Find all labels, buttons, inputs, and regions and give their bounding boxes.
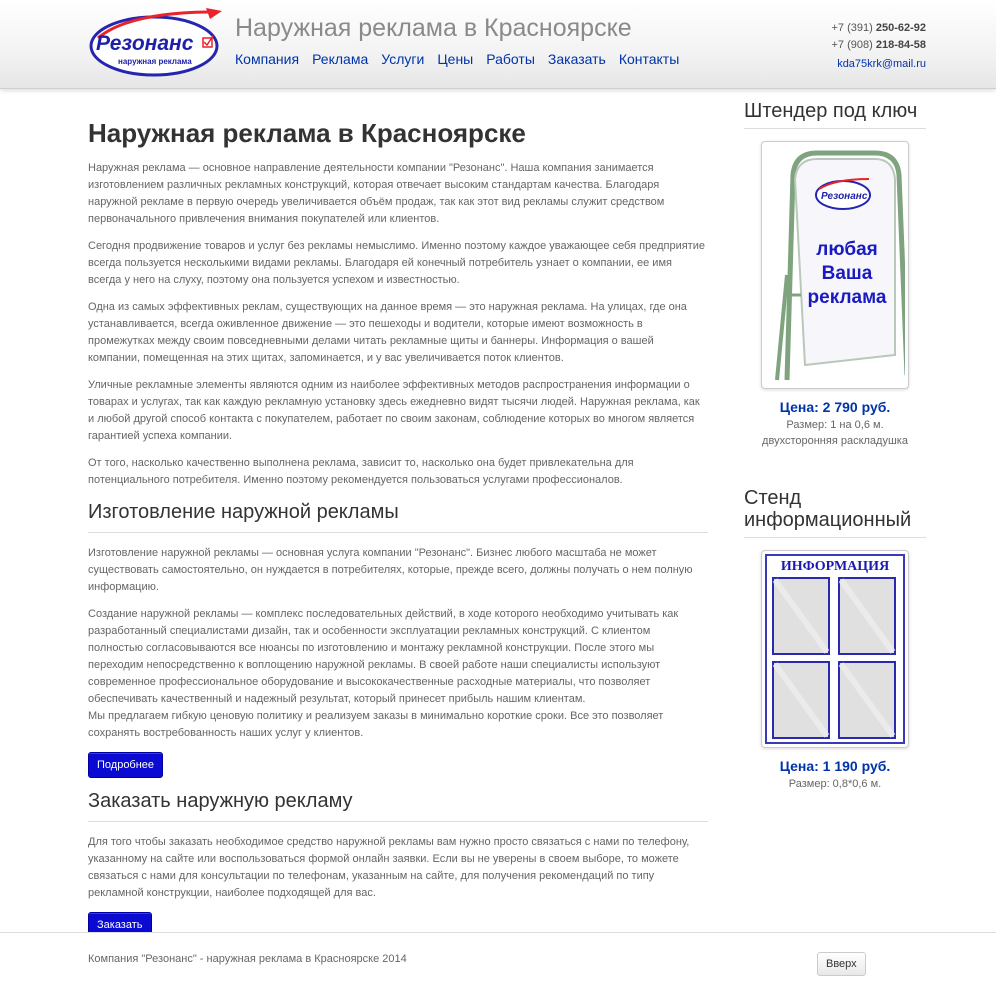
intro-paragraph: Наружная реклама — основное направление деятельности компании "Резонанс". Наша компания занимается изготовлением различных рекламных конструкций, которая отвечает высоким стандартам качества. Благодаря наружной рекламе в первую очередь увеличивается объём продаж, так как этот вид рекламы служит средством первоначального привлечения внимания покупателей или клиентов. xyxy=(88,162,665,225)
stand-image[interactable] xyxy=(761,550,909,748)
shtender-note: двухсторонняя раскладушка xyxy=(762,435,908,447)
shtender-text-line-2: Ваша xyxy=(821,263,873,284)
email-link[interactable]: kda75krk@mail.ru xyxy=(837,58,926,70)
sidebar-title-shtender: Штендер под ключ xyxy=(744,100,926,129)
more-button[interactable]: Подробнее xyxy=(88,752,163,778)
stand-price: Цена: 1 190 руб. xyxy=(779,758,891,774)
phone-2: +7 (908) 218-84-58 xyxy=(831,39,926,51)
stand-heading: ИНФОРМАЦИЯ xyxy=(780,559,890,574)
shtender-text-line-3: реклама xyxy=(807,287,887,308)
sidebar-title-stand: Стенд информационный xyxy=(744,487,926,538)
shtender-text-line-1: любая xyxy=(816,239,878,260)
section-title-order: Заказать наружную рекламу xyxy=(88,788,708,822)
footer-text: Компания "Резонанс" - наружная реклама в Красноярске 2014 xyxy=(88,953,407,965)
main-content xyxy=(88,116,708,938)
stand-size: Размер: 0,8*0,6 м. xyxy=(788,778,882,790)
intro-paragraph: Уличные рекламные элементы являются одним из наиболее эффективных методов распространения информации о товарах и услугах, так как каждую рекламную установку здесь ежедневно видят тысячи людей. Наружная реклама, как и любой другой способ контакта с покупателем, работает по своим законам, соблюдение которых во многом является гарантией успеха компании. xyxy=(88,379,700,442)
contacts xyxy=(832,20,927,73)
page-title: Наружная реклама в Красноярске xyxy=(88,118,526,148)
intro-paragraph: Сегодня продвижение товаров и услуг без рекламы немыслимо. Именно поэтому каждое уважающее себя предприятие всегда пользуется несколькими видами рекламы. Благодаря ей конечный потребитель узнает о компании, ее имя всегда у него на слуху, поэтому она пользуется успехом и известностью. xyxy=(88,240,705,286)
production-paragraph: Создание наружной рекламы — комплекс последовательных действий, в ходе которого необходимо учитывать как разработанный специалистами дизайн, так и особенности эксплуатации рекламных конструкций. С клиентом полностью согласовываются все нюансы по изготовлению и монтажу рекламной конструкции. После этого мы переходим непосредственно к воплощению наружной рекламы. В своей работе наши специалисты используют современное профессиональное оборудование и высококачественные расходные материалы, что позволяет обеспечивать качественный и надежный результат, который принесет прибыль нашим клиентам. xyxy=(88,608,679,705)
shtender-image[interactable] xyxy=(761,141,909,389)
order-paragraph: Для того чтобы заказать необходимое средство наружной рекламы вам нужно просто связаться с нами по телефону, указанному на сайте или воспользоваться формой онлайн заявки. Если вы не уверены в своем выборе, то можете связаться с нами для консультации по телефонам, указанным на сайте, для получения рекомендаций по типу рекламной конструкции, наиболее подходящей для вас. xyxy=(88,836,690,899)
main-nav xyxy=(235,51,679,67)
stand-illustration xyxy=(765,554,905,744)
site-title: Наружная реклама в Красноярске xyxy=(235,14,632,42)
sidebar xyxy=(744,100,926,792)
shtender-price: Цена: 2 790 руб. xyxy=(779,399,891,415)
shtender-logo-text: Резонанс xyxy=(821,191,868,202)
shtender-illustration xyxy=(765,145,905,385)
order-button[interactable]: Заказать xyxy=(88,912,152,938)
footer xyxy=(0,932,996,1001)
back-to-top-button[interactable]: Вверх xyxy=(817,952,866,976)
nav-works[interactable]: Работы xyxy=(486,51,535,67)
production-paragraph: Изготовление наружной рекламы — основная услуга компании "Резонанс". Бизнес любого масштаба не может существовать самостоятельно, он нуждается в потребителях, которые, прежде всего, должны получать о нем полную информацию. xyxy=(88,547,693,593)
nav-order[interactable]: Заказать xyxy=(547,51,606,67)
logo-subtext: наружная реклама xyxy=(118,57,192,66)
nav-advertising[interactable]: Реклама xyxy=(312,51,369,67)
intro-paragraph: Одна из самых эффективных реклам, существующих на данное время — это наружная реклама. На улицах, где она устанавливается, всегда оживленное движение — это пешеходы и водители, которые имеют возможность в промежутках между своим повседневными делами читать рекламные щиты и баннеры. Информация о вашей компании, помещенная на этих щитах, запоминается, и у вас увеличивается поток клиентов. xyxy=(88,301,687,364)
nav-company[interactable]: Компания xyxy=(235,51,300,67)
production-paragraph: Мы предлагаем гибкую ценовую политику и реализуем заказы в минимально короткие сроки. Все это позволяет сохранять востребованность наших услуг у клиентов. xyxy=(88,710,664,739)
logo[interactable] xyxy=(88,8,224,78)
nav-services[interactable]: Услуги xyxy=(381,51,425,67)
nav-prices[interactable]: Цены xyxy=(437,51,474,67)
section-title-production: Изготовление наружной рекламы xyxy=(88,499,708,533)
nav-contacts[interactable]: Контакты xyxy=(618,51,680,67)
phone-1: +7 (391) 250-62-92 xyxy=(831,22,926,34)
header xyxy=(0,0,996,89)
logo-text: Резонанс xyxy=(96,32,194,55)
intro-paragraph: От того, насколько качественно выполнена реклама, зависит то, насколько она будет привлекательна для потенциального потребителя. Именно поэтому рекомендуется пользоваться услугами профессионалов. xyxy=(88,457,634,486)
shtender-size: Размер: 1 на 0,6 м. xyxy=(786,419,884,431)
